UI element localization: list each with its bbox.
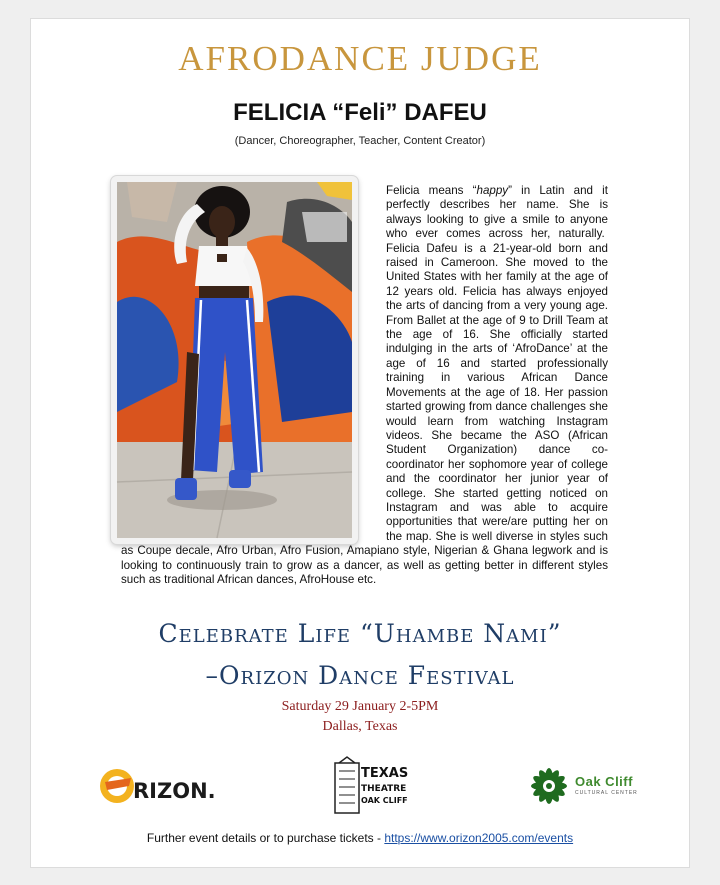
judge-roles: (Dancer, Choreographer, Teacher, Content Creator) [234, 135, 486, 147]
judge-name: FELICIA “Feli” DAFEU [233, 99, 487, 126]
festival-title-line1: Celebrate Life “Uhambe Nami” [158, 619, 562, 648]
bio-intro-after: ” in Latin and it perfectly describes her name. She is always looking to give a smile to anyone who ever comes across her, naturally. [386, 184, 608, 241]
orizon-logo-text: RIZON. [133, 779, 216, 803]
events-link[interactable]: https://www.orizon2005.com/events [384, 831, 574, 845]
footer-ticket-line [31, 831, 689, 845]
flyer-page [30, 18, 690, 868]
oak-cliff-wordmark [575, 774, 638, 796]
footer-text: Further event details or to purchase tickets - [146, 831, 385, 845]
bio-intro-emphasis: happy [476, 184, 509, 197]
photo-wrap-spacer [121, 184, 386, 542]
orizon-logo-mark [97, 764, 217, 810]
texas-logo-line1: TEXAS [361, 766, 409, 781]
oak-cliff-flower-icon [527, 765, 571, 807]
event-location: Dallas, Texas [322, 719, 398, 734]
texas-theatre-logo [331, 757, 409, 817]
event-date: Saturday 29 January 2-5PM [281, 699, 439, 714]
festival-title-line2: –Orizon Dance Festival [205, 661, 515, 690]
texas-logo-line2: THEATRE [361, 784, 407, 794]
judge-bio [121, 184, 608, 587]
page-title: AFRODANCE JUDGE [178, 39, 542, 78]
bio-body: Felicia Dafeu is a 21-year-old born and raised in Cameroon. She moved to the United States with her family at the age of 12 years old. Felicia has always enjoyed the arts of dancing from a very young age. From Ballet at the age of 9 to Drill Team at the age of 16. She officially started indulging in the arts of ‘AfroDance’ at the age of 16 and started professionally training in various African Dance Movements at the age of 18. Her passion started growing from dance challenges she would learn from watching Instagram videos. She became the ASO (African Student Organization) dance co-coordinator her sophomore year of college and the coordinator her junior year of college. She started getting noticed on Instagram and was able to acquire opportunities that were/are putting her on the map. She is well diverse in styles such as Coupe decale, Afro Urban, Afro Fusion, Amapiano style, Nigerian & Ghana legwork and is looking to continuously train to grow as a dancer, as well as getting better in different styles such as traditional African dances, AfroHouse etc. [121, 241, 608, 586]
oak-cliff-name: Oak Cliff [575, 774, 633, 789]
texas-logo-line3: OAK CLIFF [361, 796, 408, 805]
orizon-logo [97, 764, 217, 810]
bio-intro-before: Felicia means “ [386, 184, 477, 197]
texas-theatre-logo-mark [331, 757, 409, 817]
oak-cliff-subtitle: CULTURAL CENTER [575, 790, 638, 796]
